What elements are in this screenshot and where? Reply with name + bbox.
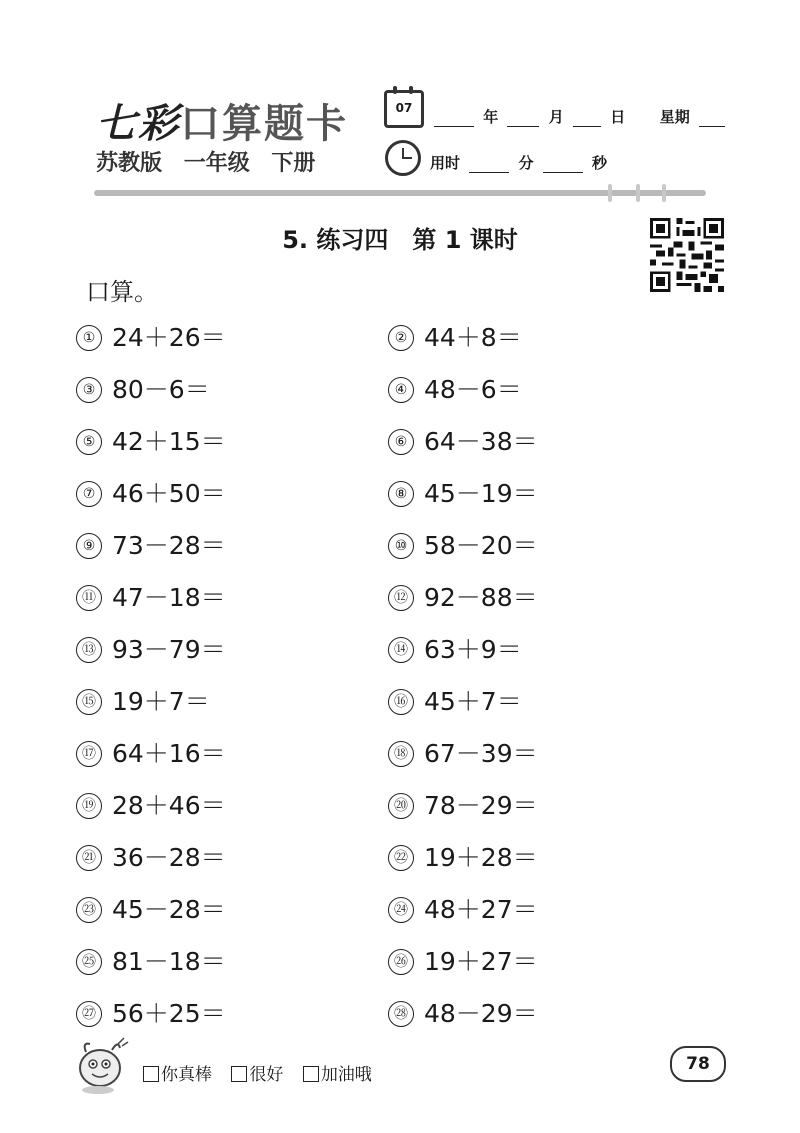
- problem-item: [388, 632, 522, 666]
- problem-number: ⑲: [76, 793, 102, 819]
- problem-number: ㉘: [388, 1001, 414, 1027]
- problem-item: [76, 528, 226, 562]
- mascot-icon: [72, 1034, 132, 1096]
- problem-number: ③: [76, 377, 102, 403]
- year-blank[interactable]: [434, 112, 474, 127]
- time-used-label: 用时: [430, 154, 461, 172]
- problem-number: ㉒: [388, 845, 414, 871]
- grade-label: 一年级: [183, 151, 250, 176]
- problem-expression[interactable]: 45－19＝: [424, 479, 538, 508]
- problem-number: ①: [76, 325, 102, 351]
- problem-number: ㉓: [76, 897, 102, 923]
- problem-expression[interactable]: 46＋50＝: [112, 479, 226, 508]
- problem-expression[interactable]: 56＋25＝: [112, 999, 226, 1028]
- problem-item: [76, 372, 210, 406]
- problem-number: ⑪: [76, 585, 102, 611]
- brand-title: [96, 92, 366, 148]
- problem-expression[interactable]: 63＋9＝: [424, 635, 522, 664]
- problem-expression[interactable]: 19＋28＝: [424, 843, 538, 872]
- problem-number: ⑫: [388, 585, 414, 611]
- problem-item: [388, 580, 538, 614]
- problem-expression[interactable]: 47－18＝: [112, 583, 226, 612]
- problem-number: ⑩: [388, 533, 414, 559]
- problem-number: ⑰: [76, 741, 102, 767]
- problem-expression[interactable]: 80－6＝: [112, 375, 210, 404]
- problem-number: ⑯: [388, 689, 414, 715]
- problem-expression[interactable]: 42＋15＝: [112, 427, 226, 456]
- problem-expression[interactable]: 44＋8＝: [424, 323, 522, 352]
- option-label: 很好: [249, 1065, 284, 1085]
- problem-expression[interactable]: 19＋27＝: [424, 947, 538, 976]
- problem-number: ⑨: [76, 533, 102, 559]
- problem-expression[interactable]: 48＋27＝: [424, 895, 538, 924]
- problem-number: ④: [388, 377, 414, 403]
- problem-item: [388, 840, 538, 874]
- option-keep-going[interactable]: [303, 1060, 372, 1085]
- option-great[interactable]: [143, 1060, 212, 1085]
- problem-number: ⑥: [388, 429, 414, 455]
- problem-item: [76, 580, 226, 614]
- problem-number: ⑮: [76, 689, 102, 715]
- calendar-icon: [384, 90, 424, 128]
- problem-item: [388, 320, 522, 354]
- problem-item: [76, 632, 226, 666]
- problem-number: ⑤: [76, 429, 102, 455]
- problem-item: [76, 320, 226, 354]
- problem-item: [388, 944, 538, 978]
- problem-expression[interactable]: 45＋7＝: [424, 687, 522, 716]
- month-label: 月: [548, 108, 564, 126]
- divider-tick: [636, 184, 640, 202]
- year-label: 年: [483, 108, 499, 126]
- problem-expression[interactable]: 28＋46＝: [112, 791, 226, 820]
- problem-number: ㉖: [388, 949, 414, 975]
- minute-label: 分: [518, 154, 534, 172]
- problem-number: ㉗: [76, 1001, 102, 1027]
- problem-expression[interactable]: 19＋7＝: [112, 687, 210, 716]
- problem-item: [388, 788, 538, 822]
- problem-item: [388, 372, 522, 406]
- problem-number: ㉕: [76, 949, 102, 975]
- checkbox[interactable]: [231, 1066, 247, 1082]
- self-evaluation: [143, 1060, 386, 1085]
- problem-item: [388, 424, 538, 458]
- problem-expression[interactable]: 81－18＝: [112, 947, 226, 976]
- problem-expression[interactable]: 67－39＝: [424, 739, 538, 768]
- month-blank[interactable]: [507, 112, 539, 127]
- problem-item: [76, 476, 226, 510]
- date-line: [430, 106, 729, 127]
- problem-expression[interactable]: 24＋26＝: [112, 323, 226, 352]
- divider-tick: [608, 184, 612, 202]
- problem-number: ②: [388, 325, 414, 351]
- volume-label: 下册: [271, 151, 316, 176]
- problem-expression[interactable]: 36－28＝: [112, 843, 226, 872]
- page-number: 78: [670, 1046, 726, 1082]
- problem-number: ⑱: [388, 741, 414, 767]
- problem-item: [76, 684, 210, 718]
- header-divider: [94, 190, 706, 196]
- problem-number: ⑬: [76, 637, 102, 663]
- second-blank[interactable]: [543, 158, 583, 173]
- problem-item: [76, 996, 226, 1030]
- problem-expression[interactable]: 58－20＝: [424, 531, 538, 560]
- problem-expression[interactable]: 92－88＝: [424, 583, 538, 612]
- weekday-label: 星期: [659, 108, 690, 126]
- problem-expression[interactable]: 48－29＝: [424, 999, 538, 1028]
- minute-blank[interactable]: [469, 158, 509, 173]
- problem-item: [76, 736, 226, 770]
- problem-item: [388, 684, 522, 718]
- problem-expression[interactable]: 73－28＝: [112, 531, 226, 560]
- problem-number: ⑳: [388, 793, 414, 819]
- problem-expression[interactable]: 78－29＝: [424, 791, 538, 820]
- problem-item: [388, 476, 538, 510]
- problem-item: [76, 424, 226, 458]
- problem-item: [388, 996, 538, 1030]
- lesson-title: 5. 练习四 第 1 课时: [282, 226, 518, 254]
- problem-item: [76, 840, 226, 874]
- problem-number: ㉑: [76, 845, 102, 871]
- edition-label: 苏教版: [96, 151, 163, 176]
- problem-expression[interactable]: 93－79＝: [112, 635, 226, 664]
- problem-item: [388, 736, 538, 770]
- problem-item: [76, 892, 226, 926]
- divider-tick: [662, 184, 666, 202]
- option-label: 加油哦: [320, 1065, 372, 1085]
- checkbox[interactable]: [143, 1066, 159, 1082]
- brand-title-part1: 七彩: [96, 100, 180, 147]
- problem-item: [388, 528, 538, 562]
- clock-icon: [385, 140, 421, 176]
- problem-item: [76, 788, 226, 822]
- section-title: 口算。: [86, 278, 158, 306]
- problem-item: [388, 892, 538, 926]
- weekday-blank[interactable]: [699, 112, 725, 127]
- problem-number: ⑧: [388, 481, 414, 507]
- problem-expression[interactable]: 48－6＝: [424, 375, 522, 404]
- day-blank[interactable]: [573, 112, 601, 127]
- problem-number: ⑭: [388, 637, 414, 663]
- option-label: 你真棒: [161, 1065, 212, 1085]
- time-line: [430, 152, 607, 173]
- book-subtitle: [96, 146, 315, 177]
- calendar-number: 07: [395, 101, 413, 115]
- qr-code-icon[interactable]: [650, 218, 724, 292]
- second-label: 秒: [591, 154, 607, 172]
- problem-expression[interactable]: 64＋16＝: [112, 739, 226, 768]
- checkbox[interactable]: [303, 1066, 319, 1082]
- problem-expression[interactable]: 45－28＝: [112, 895, 226, 924]
- option-good[interactable]: [231, 1060, 283, 1085]
- problem-expression[interactable]: 64－38＝: [424, 427, 538, 456]
- brand-title-part2: 口算题卡: [180, 100, 348, 147]
- problem-number: ⑦: [76, 481, 102, 507]
- problem-item: [76, 944, 226, 978]
- problem-number: ㉔: [388, 897, 414, 923]
- day-label: 日: [610, 108, 626, 126]
